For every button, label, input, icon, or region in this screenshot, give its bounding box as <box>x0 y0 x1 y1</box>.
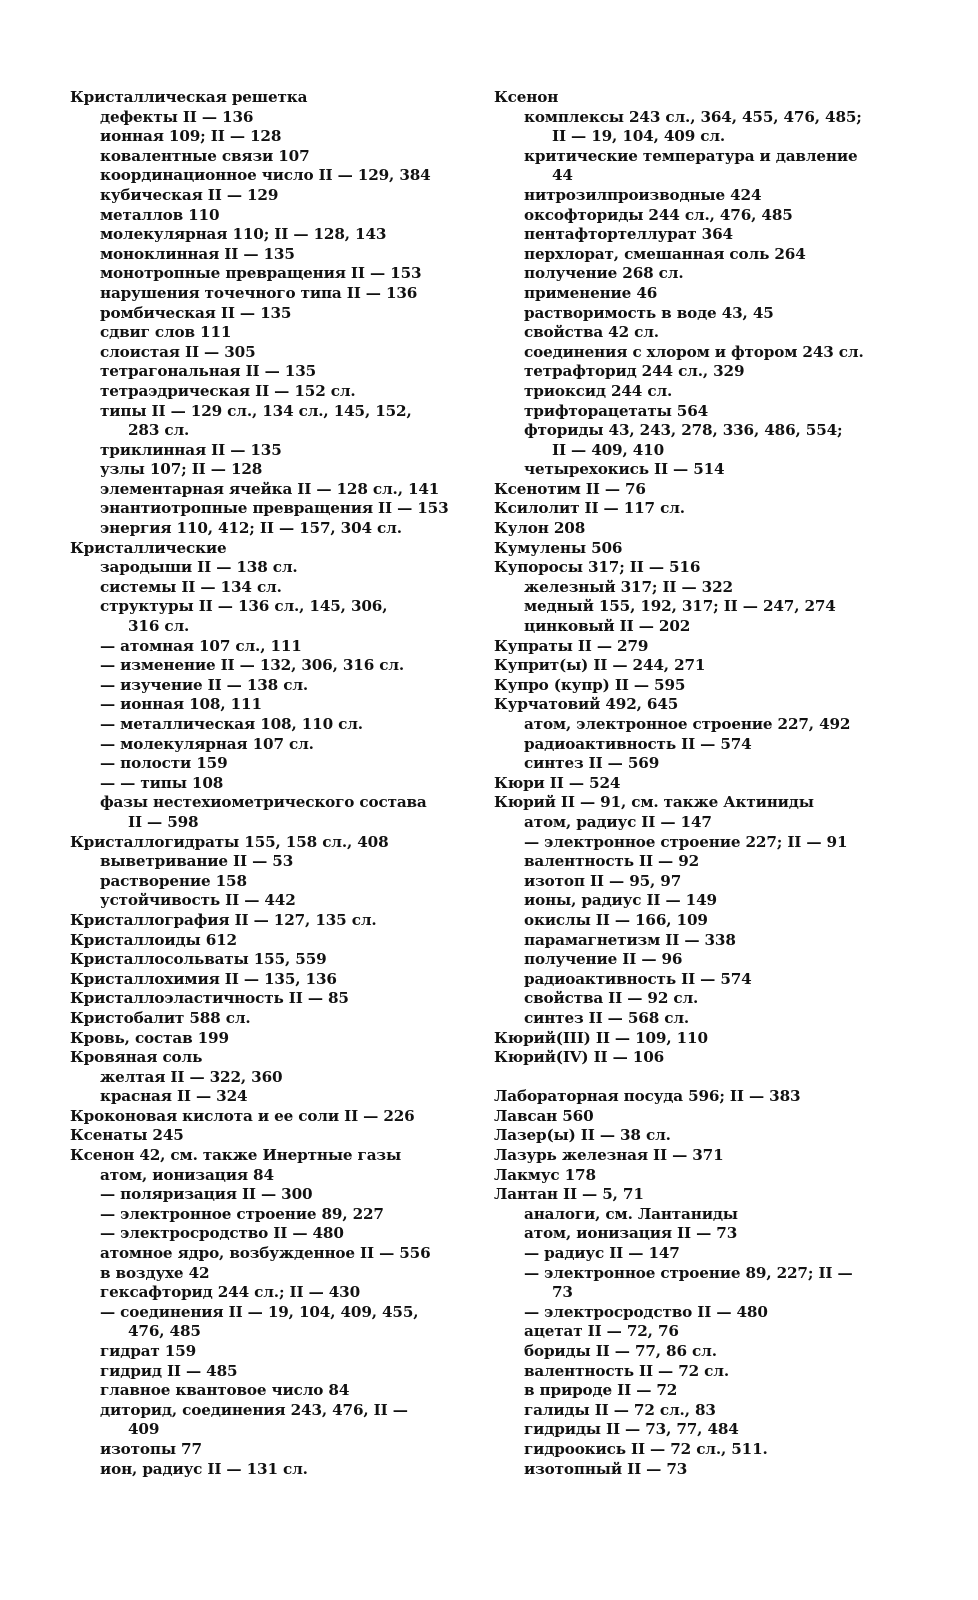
index-subentry: гидрат 159 <box>100 1342 197 1360</box>
index-subentry: элементарная ячейка II — 128 сл., 141 <box>100 479 440 498</box>
index-entry: Кровяная соль <box>70 1048 203 1067</box>
index-subentry: дефекты II — 136 <box>100 107 254 126</box>
index-subentry: — электронное строение 227; II — 91 <box>524 832 848 851</box>
index-subentry: — изменение II — 132, 306, 316 сл. <box>100 656 405 675</box>
index-subentry: главное квантовое число 84 <box>100 1381 350 1400</box>
index-subentry: энергия 110, 412; II — 157, 304 сл. <box>100 519 402 538</box>
index-subentry: соединения с хлором и фтором 243 сл. <box>524 342 864 361</box>
index-column-left <box>70 88 462 1479</box>
index-subentry: тетраэдрическая II — 152 сл. <box>100 381 356 400</box>
index-subentry: синтез II — 568 сл. <box>524 1008 690 1027</box>
index-subentry: триклинная II — 135 <box>100 440 282 459</box>
index-subentry: гидрид II — 485 <box>100 1361 238 1380</box>
index-subentry: ромбическая II — 135 <box>100 303 292 322</box>
index-entry: Лабораторная посуда 596; II — 383 <box>494 1087 801 1106</box>
index-subentry: — электросродство II — 480 <box>524 1302 768 1321</box>
index-subentry: тетрафторид 244 сл., 329 <box>524 362 745 381</box>
index-subentry: кубическая II — 129 <box>100 185 279 204</box>
index-subentry: пентафтортеллурат 364 <box>524 225 733 244</box>
index-subentry: атом, ионизация 84 <box>100 1165 274 1184</box>
index-subentry: синтез II — 569 <box>524 754 660 773</box>
index-subentry: 409 <box>128 1420 160 1439</box>
index-subentry: — полости 159 <box>100 754 228 773</box>
index-subentry: изотоп II — 95, 97 <box>524 871 682 890</box>
index-entry: Кумулены 506 <box>494 538 623 557</box>
index-entry: Купраты II — 279 <box>494 636 649 655</box>
index-entry: Кроконовая кислота и ее соли II — 226 <box>70 1106 415 1125</box>
index-entry: Кристаллоиды 612 <box>70 930 237 949</box>
index-subentry: нитрозилпроизводные 424 <box>524 185 762 204</box>
index-subentry: — атомная 107 сл., 111 <box>100 636 302 655</box>
index-subentry: — электронное строение 89, 227; II — <box>524 1263 853 1282</box>
index-subentry: выветривание II — 53 <box>100 852 294 871</box>
index-subentry: ионная 109; II — 128 <box>100 127 282 146</box>
index-entry: Ксенон <box>494 88 559 106</box>
index-subentry: фториды 43, 243, 278, 336, 486, 554; <box>524 421 843 440</box>
index-subentry: железный 317; II — 322 <box>524 577 733 596</box>
index-subentry: ковалентные связи 107 <box>100 146 310 165</box>
index-subentry: 476, 485 <box>128 1322 201 1341</box>
index-subentry: атомное ядро, возбужденное II — 556 <box>100 1244 431 1263</box>
index-subentry: атом, электронное строение 227, 492 <box>524 715 851 733</box>
index-subentry: сдвиг слов 111 <box>100 323 232 342</box>
index-subentry: фазы нестехиометрического состава <box>100 793 427 812</box>
index-entry: Кристаллография II — 127, 135 сл. <box>70 910 377 929</box>
index-subentry: получение 268 сл. <box>524 264 684 283</box>
index-subentry: свойства 42 сл. <box>524 323 659 342</box>
index-entry: Ксенон 42, см. также Инертные газы <box>70 1146 402 1165</box>
index-subentry: — металлическая 108, 110 сл. <box>100 715 363 733</box>
index-entry: Лакмус 178 <box>494 1165 596 1184</box>
index-subentry: — поляризация II — 300 <box>100 1185 313 1204</box>
index-subentry: моноклинная II — 135 <box>100 244 295 263</box>
index-subentry: слоистая II — 305 <box>100 342 256 361</box>
index-subentry: гексафторид 244 сл.; II — 430 <box>100 1283 361 1302</box>
index-subentry: II — 19, 104, 409 сл. <box>552 127 726 146</box>
index-subentry: трифторацетаты 564 <box>524 401 709 420</box>
index-column-right <box>494 88 894 1479</box>
index-entry: Кюрий(IV) II — 106 <box>494 1048 665 1067</box>
index-entry: Лазурь железная II — 371 <box>494 1146 724 1165</box>
index-subentry: аналоги, см. Лантаниды <box>524 1204 738 1223</box>
index-subentry: молекулярная 110; II — 128, 143 <box>100 225 387 244</box>
index-entry: Кристаллосольваты 155, 559 <box>70 950 327 969</box>
index-subentry: тетрагональная II — 135 <box>100 362 317 381</box>
index-subentry: валентность II — 72 сл. <box>524 1361 729 1380</box>
index-subentry: окислы II — 166, 109 <box>524 910 708 929</box>
index-subentry: 283 сл. <box>128 421 190 440</box>
index-subentry: четырехокись II — 514 <box>524 460 725 479</box>
index-subentry: гидриды II — 73, 77, 484 <box>524 1420 739 1439</box>
index-subentry: атом, радиус II — 147 <box>524 812 712 831</box>
index-entry: Ксилолит II — 117 сл. <box>494 499 685 518</box>
index-subentry: II — 409, 410 <box>552 440 665 459</box>
index-subentry: радиоактивность II — 574 <box>524 969 752 988</box>
index-subentry: оксофториды 244 сл., 476, 485 <box>524 205 793 224</box>
index-subentry: свойства II — 92 сл. <box>524 989 699 1008</box>
index-subentry: устойчивость II — 442 <box>100 891 296 910</box>
index-subentry: галиды II — 72 сл., 83 <box>524 1400 716 1419</box>
index-entry: Кристаллоэластичность II — 85 <box>70 989 349 1008</box>
index-subentry: медный 155, 192, 317; II — 247, 274 <box>524 597 836 616</box>
index-entry: Курчатовий 492, 645 <box>494 695 679 714</box>
index-subentry: бориды II — 77, 86 сл. <box>524 1342 717 1360</box>
index-entry: Кюрий(III) II — 109, 110 <box>494 1028 708 1047</box>
index-subentry: — электронное строение 89, 227 <box>100 1204 384 1223</box>
index-subentry: изотопы 77 <box>100 1439 202 1458</box>
index-subentry: триоксид 244 сл. <box>524 381 673 400</box>
index-entry: Кристаллохимия II — 135, 136 <box>70 969 337 988</box>
index-subentry: критические температура и давление <box>524 146 858 165</box>
index-subentry: атом, ионизация II — 73 <box>524 1224 738 1243</box>
index-subentry: 316 сл. <box>128 617 190 636</box>
index-subentry: ион, радиус II — 131 сл. <box>100 1459 308 1478</box>
index-entry: Кристаллогидраты 155, 158 сл., 408 <box>70 832 389 851</box>
index-subentry: типы II — 129 сл., 134 сл., 145, 152, <box>100 401 412 420</box>
index-subentry: энантиотропные превращения II — 153 <box>100 499 449 518</box>
index-subentry: растворение 158 <box>100 871 247 890</box>
index-entry: Лавсан 560 <box>494 1106 594 1125</box>
index-entry: Кристобалит 588 сл. <box>70 1008 251 1027</box>
index-subentry: изотопный II — 73 <box>524 1459 688 1478</box>
index-subentry: парамагнетизм II — 338 <box>524 930 736 949</box>
index-subentry: цинковый II — 202 <box>524 617 691 636</box>
index-subentry: — — типы 108 <box>100 773 224 792</box>
index-subentry: красная II — 324 <box>100 1087 248 1106</box>
index-entry: Кюрий II — 91, см. также Актиниды <box>494 793 814 812</box>
index-subentry: в воздухе 42 <box>100 1263 210 1282</box>
index-entry: Лазер(ы) II — 38 сл. <box>494 1126 671 1145</box>
index-subentry: гидроокись II — 72 сл., 511. <box>524 1439 768 1458</box>
index-entry: Ксенаты 245 <box>70 1126 184 1145</box>
index-subentry: радиоактивность II — 574 <box>524 734 752 753</box>
index-subentry: ацетат II — 72, 76 <box>524 1322 679 1341</box>
index-subentry: желтая II — 322, 360 <box>100 1067 283 1086</box>
index-subentry: нарушения точечного типа II — 136 <box>100 283 418 302</box>
index-entry: Купро (купр) II — 595 <box>494 675 686 694</box>
index-entry: Кристаллические <box>70 538 227 557</box>
index-entry: Купоросы 317; II — 516 <box>494 558 701 577</box>
index-entry: Куприт(ы) II — 244, 271 <box>494 656 706 675</box>
index-subentry: комплексы 243 сл., 364, 455, 476, 485; <box>524 107 862 126</box>
index-subentry: — радиус II — 147 <box>524 1244 680 1263</box>
index-subentry: ионы, радиус II — 149 <box>524 891 717 910</box>
index-subentry: растворимость в воде 43, 45 <box>524 303 774 322</box>
index-subentry: применение 46 <box>524 283 658 302</box>
index-subentry: в природе II — 72 <box>524 1381 678 1400</box>
index-subentry: монотропные превращения II — 153 <box>100 264 422 283</box>
index-subentry: диторид, соединения 243, 476, II — <box>100 1400 408 1419</box>
index-subentry: координационное число II — 129, 384 <box>100 166 431 185</box>
index-subentry: металлов 110 <box>100 205 220 224</box>
index-subentry: зародыши II — 138 сл. <box>100 558 298 577</box>
index-subentry: 44 <box>552 166 573 185</box>
index-entry: Кровь, состав 199 <box>70 1028 229 1047</box>
index-subentry: получение II — 96 <box>524 950 683 969</box>
index-subentry: структуры II — 136 сл., 145, 306, <box>100 597 388 616</box>
index-subentry: системы II — 134 сл. <box>100 577 282 596</box>
index-entry: Кюри II — 524 <box>494 773 621 792</box>
index-subentry: II — 598 <box>128 812 199 831</box>
index-subentry: валентность II — 92 <box>524 852 700 871</box>
index-entry: Кулон 208 <box>494 519 586 538</box>
section-gap <box>494 1068 894 1088</box>
index-entry: Ксенотим II — 76 <box>494 479 646 498</box>
index-subentry: перхлорат, смешанная соль 264 <box>524 244 806 263</box>
index-subentry: узлы 107; II — 128 <box>100 460 263 479</box>
index-entry: Кристаллическая решетка <box>70 88 308 106</box>
index-subentry: — ионная 108, 111 <box>100 695 262 714</box>
index-subentry: 73 <box>552 1283 573 1302</box>
index-subentry: — электросродство II — 480 <box>100 1224 344 1243</box>
index-subentry: — молекулярная 107 сл. <box>100 734 314 753</box>
index-subentry: — изучение II — 138 сл. <box>100 675 309 694</box>
index-subentry: — соединения II — 19, 104, 409, 455, <box>100 1302 419 1321</box>
index-entry: Лантан II — 5, 71 <box>494 1185 644 1204</box>
